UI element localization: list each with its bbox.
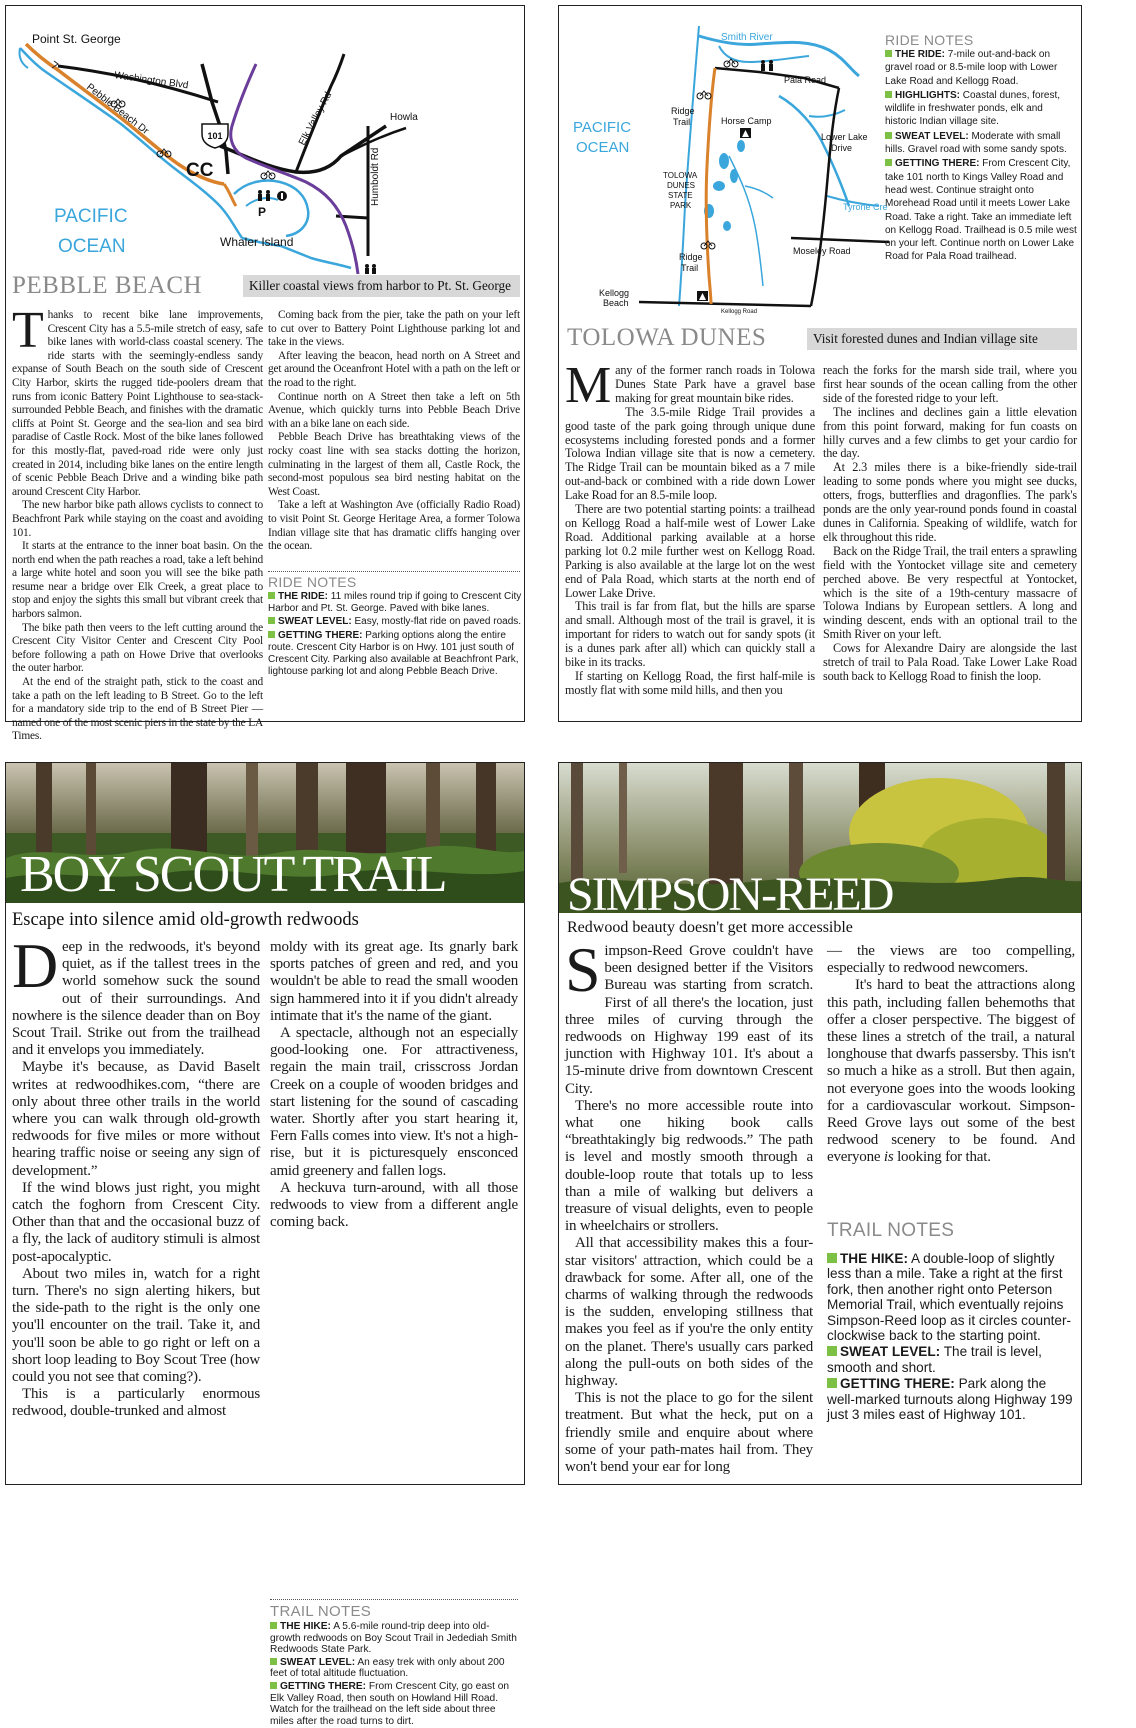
trail-notes: TRAIL NOTES THE HIKE: A double-loop of slightly less than a mile. Take a right at the first fork, then another right onto Peterson Memorial Trail, which eventually rejoins Simpson-Reed loop as it circles counter-clockwise back to the starting point. SWEAT LEVEL: The trail is level, smooth and short. GETTING THERE: Park along the well-marked turnouts along Highway 199 just 3 miles east of Highway 101. [827, 1220, 1073, 1423]
map-label-pacific: PACIFIC [54, 206, 128, 227]
bullet-square-icon [827, 1378, 837, 1388]
drop-cap: D [12, 930, 59, 1001]
map-label-washington-blvd: Washington Blvd [113, 70, 190, 92]
map-label-horse-camp: Horse Camp [721, 116, 772, 126]
bullet-square-icon [268, 592, 275, 599]
bullet-square-icon [827, 1253, 837, 1263]
map-label-trail: Trail [681, 263, 699, 273]
campground-icon [740, 128, 751, 138]
map-label-drive: Drive [831, 143, 853, 153]
tolowa-dunes-panel [558, 5, 1082, 722]
article-column-2: reach the forks for the marsh side trail, where you first hear sounds of the ocean calling from the other side of the forested ridge to your left. The inclines and declines gain a little elevation from this point forward, making for fun coasts on hilly curves and a few climbs to get your cardio for the day. At 2.3 miles there is a bike-friendly side-trail leading to some ponds where you might see ducks, otters, frogs, butterflies and dragonflies. The park's ponds are the only year-round ponds found in coastal dunes in California. Speaking of wildlife, watch for elk throughout this ride. Back on the Ridge Trail, the trail enters a sprawling field with the Yontocket village site and cemetery perched above. Be very respectful at Yontocket, which is the site of a 19th-century massacre of Tolowa Indians by European settlers. A long and winding descent, ends with an optional trail to the Smith River on your left. Cows for Alexandre Dairy are alongside the last stretch of trail to Pala Road. Take Lower Lake Road south back to Kellogg Road to finish the loop. [823, 363, 1077, 683]
bullet-square-icon [270, 1658, 277, 1665]
bullet-square-icon [270, 1622, 277, 1629]
map-label-moseley-road: Moseley Road [793, 246, 851, 256]
map-label-elk-valley-rd: Elk Valley Rd [296, 90, 335, 148]
tolowa-dunes-map [559, 6, 889, 318]
bullet-square-icon [885, 159, 892, 166]
section-title: PEBBLE BEACH [12, 272, 203, 299]
article-column-1: Deep in the redwoods, it's beyond quiet, as if the tallest trees in the world somehow suck the sound out of their surroundings. And nowhere is the silence deader than on Boy Scout Trail. Strike out from the trailhead and it envelops you immediately. Maybe it's because, as David Baselt writes at redwoodhikes.com, “there are only about three other trails in the world where you can walk through old-growth redwoods for five miles or more without hearing traffic noise or seeing any sign of development.” If the wind blows just right, you might catch the foghorn from Crescent City. Other than that and the occasional buzz of a fly, the lack of auditory stimuli is almost post-apocalyptic. About two miles in, watch for a right turn. There's no sign alerting hikers, but the side-path to the right is the only one you'll encounter on the trail. Take it, and you'll soon be able to go right or left on a short loop leading to Boy Scout Tree (how could you not see that coming?). This is a particularly enormous redwood, double-trunked and almost [12, 930, 260, 1420]
map-label-pala-road: Pala Road [784, 75, 827, 85]
bullet-square-icon [268, 631, 275, 638]
section-tagline: Visit forested dunes and Indian village site [807, 328, 1077, 350]
map-label-beach: Beach [603, 298, 629, 308]
bike-icon [697, 91, 711, 99]
map-label-ridge: Ridge [679, 252, 703, 262]
map-label-ocean: OCEAN [576, 139, 630, 156]
section-subhead: Escape into silence amid old-growth redwoods [12, 910, 359, 930]
section-title: TOLOWA DUNES [567, 324, 767, 351]
pebble-beach-panel [5, 5, 525, 743]
map-label-ocean: OCEAN [58, 236, 126, 257]
bullet-square-icon [885, 132, 892, 139]
map-label-lower-lake: Lower Lake [821, 132, 868, 142]
campground-icon [697, 291, 708, 301]
map-label-humboldt-rd: Humboldt Rd [370, 147, 381, 206]
svg-text:101: 101 [207, 131, 223, 141]
section-title: SIMPSON-REED [567, 868, 893, 921]
map-label-whaler-island: Whaler Island [220, 235, 294, 249]
section-subhead: Redwood beauty doesn't get more accessible [567, 919, 853, 936]
divider [270, 1599, 518, 1600]
trail-notes: TRAIL NOTES THE HIKE: A 5.6-mile round-trip deep into old-growth redwoods on Boy Scout Trail in Jedediah Smith Redwoods State Park. SWEAT LEVEL: An easy trek with only about 200 feet of total altitude fluctuation. GETTING THERE: From Crescent City, go east on Elk Valley Road, then south on Howland Hill Road. Watch for the trailhead on the left side about three miles after the road turns to dirt. [270, 1603, 517, 1727]
article-column-2: Coming back from the pier, take the path on your left to cut over to Battery Point Lighthouse parking lot and take in the views. After leaving the beacon, head north on A Street and get around the Oceanfront Hotel with a path on the left or the road to the right. Continue north on A Street then take a left on 5th Avenue, which quickly turns into Pebble Beach Drive with an a bike lane on each side. Pebble Beach Drive has breathtaking views of the rocky coast line with sea stacks dotting the horizon, culminating in the largest of them all, Castle Rock, the second-most populous sea bird nesting habitat on the West Coast. Take a left at Washington Ave (officially Radio Road) to visit Point St. George Heritage Area, a former Tolowa Indian village site that has dramatic cliffs hanging over the ocean. [268, 309, 520, 553]
boy-scout-trail-panel [5, 762, 525, 1727]
section-title: BOY SCOUT TRAIL [20, 846, 446, 903]
map-label-pebble-beach-dr: Pebble Beach Dr [84, 81, 151, 137]
bullet-square-icon [270, 1682, 277, 1689]
pebble-beach-map [6, 6, 524, 274]
map-label-crescent-city: CC [186, 160, 214, 181]
section-tagline: Killer coastal views from harbor to Pt. St. George [243, 275, 520, 297]
map-label-kellogg: Kellogg [599, 288, 630, 298]
map-label-howla: Howla [390, 112, 418, 123]
info-icon [277, 191, 287, 201]
map-label-tyrone-creek: Tyrone Cre [843, 202, 888, 212]
drop-cap: S [565, 934, 601, 1005]
bullet-square-icon [268, 617, 275, 624]
map-label-park: DUNES [667, 181, 696, 190]
ride-notes: RIDE NOTES THE RIDE: 11 miles round trip if going to Crescent City Harbor and Pt. St. George. Paved with bike lanes. SWEAT LEVEL: Easy, mostly-flat ride on paved roads. GETTING THERE: Parking options along the entire route. Crescent City Harbor is on Hwy. 101 just south of Crescent City. Parking also available at Beachfront Park, lightouse parking lot and along Pebble Beach Drive. [268, 574, 522, 678]
article-column-1: Thanks to recent bike lane improvements, Crescent City has a 5.5-mile stretch of easy, safe bike lanes with world-class coastal scenery. The ride starts with the seemingly-endless sandy expanse of South Beach on the south side of Crescent City Harbor, skirts the rugged tide-poolers dream that runs from iconic Battery Point Lighthouse to sea-stack-surrounded Pebble Beach, and finishes with the dramatic cliffs at Point St. George and the sea-lion and sea bird paradise of Castle Rock. Most of the bike lanes followed for this mostly-flat, paved-road ride were only just created in 2014, including bike lanes on the entire length of scenic Pebble Beach Drive and a winding bike path around Crescent City Harbor. The new harbor bike path allows cyclists to connect to Beachfront Park while staying on the coast and avoiding 101. It starts at the entrance to the inner boat basin. On the north end when the path reaches a road, take a left behind a large white hotel and soon you will see the bike path resume near a bridge over Elk Creek, a great place to stop and enjoy the sights this small but vibrant creek that harbors salmon. The bike path then veers to the left cutting around the Crescent City Visitor Center and Crescent City Pool before following a path on Howe Drive that overlooks the outer harbor. At the end of the straight path, stick to the coast and take a path on the left leading to B Street. Go to the left for a mandatory side trip to the end of B Street Pier — named one of the most scenic piers in the state by the LA Times. [12, 302, 263, 743]
map-label-kellogg-road: Kellogg Road [721, 309, 758, 315]
article-column-2: — the views are too compelling, especially to redwood newcomers. It's hard to beat the attractions along this path, including fallen behemoths that offer a closer perspective. The biggest of these lines a stretch of the trail, a natural longhouse that dwarfs passersby. This isn't so much a hike as a stroll. But then again, not everyone goes into the woods looking for a cardiovascular workout. Simpson-Reed Grove lays out some of the best redwood scenery to be found. And everyone is looking for that. [827, 943, 1075, 1166]
article-column-1: Many of the former ranch roads in Tolowa Dunes State Park have a gravel base making for great mountain bike rides. The 3.5-mile Ridge Trail provides a good taste of the park going through unique dune ecosystems including forested ponds and a former Tolowa Indian village site that is now a cemetery. The Ridge Trail can be mountain biked as a 7 mile out-and-back or combined with a ride down Lower Lake Road for an 8.5-mile loop. There are two potential starting points: a trailhead on Kellogg Road a half-mile west of Lower Lake Road. Additional parking available at a horse parking lot 0.2 mile further west on Kellogg Road. Parking is also available at the large lot on the west end of Pala Road, which starts at the north end of Lower Lake Drive. This trail is far from flat, but the hills are sparse and small. Although most of the trail is gravel, it is important for riders to watch out for sandy spots (it is a dunes park after all) which can quickly stall a bike in its tracks. If starting on Kellogg Road, the first half-mile is mostly flat with some mild hills, and then you [565, 357, 815, 697]
parking-icon: P [258, 205, 267, 219]
bullet-square-icon [885, 91, 892, 98]
bullet-square-icon [885, 50, 892, 57]
map-label-ridge: Ridge [671, 106, 695, 116]
article-column-1: Simpson-Reed Grove couldn't have been designed better if the Visitors Bureau was starting from scratch. First of all there's the location, just three miles of curving through the redwoods on Highway 199 east of its junction with Highway 101. It's about a 15-minute drive from downtown Crescent City. There's no more accessible route into what one hiking book calls “breathtakingly big redwoods.” The path is level and mostly smooth through a double-loop route that totals up to less than a mile of walking but delivers a treasure of visual delights, even to people in wheelchairs or strollers. All that accessibility makes this a four-star visitors' attraction, which could be a drawback for some. After all, one of the charms of walking through the redwoods is the sudden, enveloping stillness that makes you feel as if you're the only entity on the planet. There's usually cars parked along the pull-outs on both sides of the highway. This is not the place to go for the silent treatment. But what the heck, put on a friendly smile and enquire about where some of your path-mates hail from. They won't bend your ear for long [565, 934, 813, 1476]
map-label-point-st-george: Point St. George [32, 32, 121, 46]
article-column-2: moldy with its great age. Its gnarly bark sports patches of green and red, and you wouldn't be able to read the small wooden sign hammered into it if you didn't already intimate that it's the name of the giant. A spectacle, although not an especially good-looking one. For attractiveness, regain the main trail, crisscross Jordan Creek on a couple of wooden bridges and start listening for the sound of cascading water. Shortly after you start hearing it, Fern Falls comes into view. It's not a high-rise, but it is picturesquely ensconced amid greenery and fallen logs. A heckuva turn-around, with all those redwoods to view from a different angle coming back. [270, 939, 518, 1231]
bullet-square-icon [827, 1346, 837, 1356]
pond-icon [704, 140, 745, 231]
divider [268, 571, 520, 572]
ride-notes: RIDE NOTES THE RIDE: 7-mile out-and-back on gravel road or 8.5-mile loop with Lower Lake Road and Kellogg Road. HIGHLIGHTS: Coastal dunes, forest, wildlife in freshwater ponds, elk and historic Indian village site. SWEAT LEVEL: Moderate with small hills. Gravel road with some sandy spots. GETTING THERE: From Crescent City, take 101 north to Kings Valley Road and head west. Continue straight onto Morehead Road until it meets Lower Lake Road. Take a right. Take an immediate left on Kellogg Road. Trailhead is 0.5 mile west on your left. Continue north on Lower Lake Road for Pala Road trailhead. [885, 32, 1077, 263]
map-label-park: PARK [670, 201, 692, 210]
map-label-park: STATE [668, 191, 693, 200]
simpson-reed-panel [558, 762, 1082, 1485]
drop-cap: M [565, 357, 612, 414]
map-label-trail: Trail [673, 117, 691, 127]
map-label-pacific: PACIFIC [573, 119, 632, 136]
drop-cap: T [12, 302, 44, 359]
map-label-park: TOLOWA [663, 171, 698, 180]
map-label-smith-river: Smith River [721, 32, 773, 43]
